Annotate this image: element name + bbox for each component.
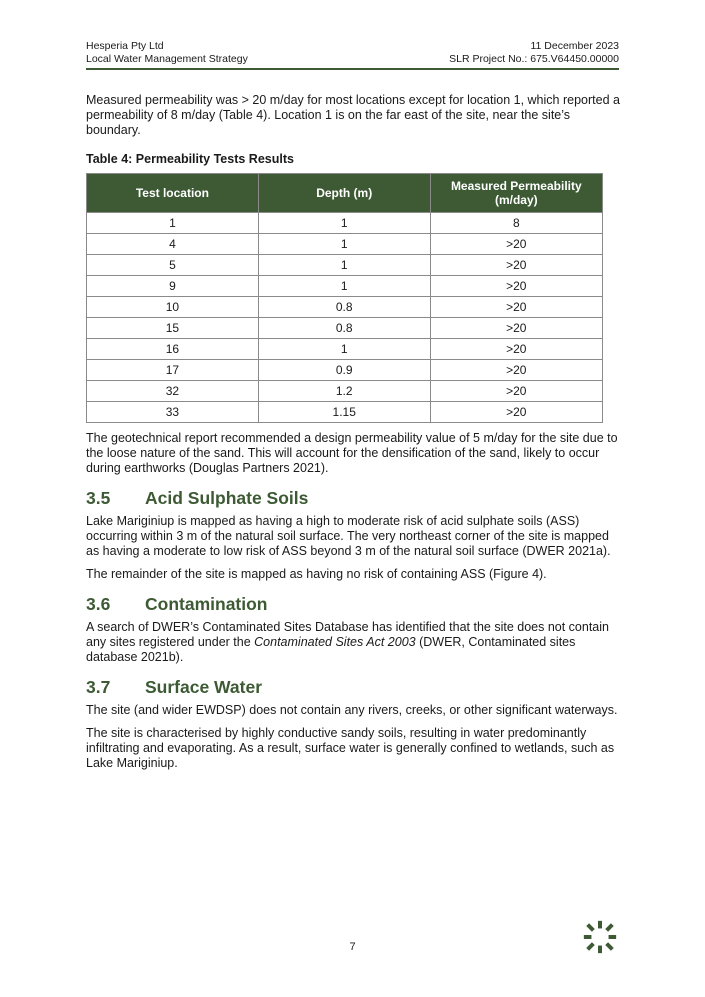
table-cell: 33	[87, 402, 259, 423]
table-cell: 0.8	[258, 318, 430, 339]
header-company: Hesperia Pty Ltd	[86, 40, 164, 52]
table-cell: 1	[87, 213, 259, 234]
table-cell: 1	[258, 255, 430, 276]
table-cell: 1.2	[258, 381, 430, 402]
column-header: Test location	[87, 174, 259, 213]
table-row	[87, 402, 603, 423]
header-date: 11 December 2023	[530, 40, 619, 52]
table-cell: >20	[430, 297, 602, 318]
header-doc-title: Local Water Management Strategy	[86, 53, 248, 65]
intro-paragraph: Measured permeability was > 20 m/day for most locations except for location 1, which reported a permeability of 8 m/day (Table 4). Location 1 is on the far east of the site, near the site’s boundary.	[86, 93, 620, 137]
permeability-table	[86, 173, 603, 423]
table-cell: >20	[430, 402, 602, 423]
section-title: Acid Sulphate Soils	[145, 488, 309, 508]
page-header	[86, 40, 619, 66]
section-title: Surface Water	[145, 677, 263, 697]
table-cell: >20	[430, 276, 602, 297]
table-cell: 4	[87, 234, 259, 255]
table-cell: >20	[430, 381, 602, 402]
table-cell: >20	[430, 339, 602, 360]
table-cell: 16	[87, 339, 259, 360]
column-header: Measured Permeability (m/day)	[430, 174, 602, 213]
section-heading-contamination	[86, 594, 621, 614]
table-cell: 9	[87, 276, 259, 297]
table-row	[87, 381, 603, 402]
table-row	[87, 360, 603, 381]
table-cell: 5	[87, 255, 259, 276]
table-cell: 0.8	[258, 297, 430, 318]
header-divider	[86, 68, 619, 70]
table-row	[87, 234, 603, 255]
table-cell: 1	[258, 234, 430, 255]
acid-sulphate-paragraph-1: Lake Mariginiup is mapped as having a high to moderate risk of acid sulphate soils (ASS) occurring within 3 m of the natural soil surface. The very northeast corner of the site is mapped as having a moderate to low risk of ASS beyond 3 m of the natural soil surface (DWER 2021a).	[86, 514, 611, 558]
geotechnical-paragraph: The geotechnical report recommended a design permeability value of 5 m/day for the site due to the loose nature of the sand. This will account for the densification of the sand, likely to occur during earthworks (Douglas Partners 2021).	[86, 431, 618, 475]
table-cell: 0.9	[258, 360, 430, 381]
surface-water-paragraph-1: The site (and wider EWDSP) does not contain any rivers, creeks, or other significant waterways.	[86, 703, 618, 717]
section-number: 3.6	[86, 594, 111, 614]
table-caption: Table 4: Permeability Tests Results	[86, 152, 294, 166]
table-row	[87, 297, 603, 318]
table-cell: 1.15	[258, 402, 430, 423]
table-cell: >20	[430, 360, 602, 381]
table-cell: 32	[87, 381, 259, 402]
table-header-row	[87, 174, 603, 213]
table-cell: >20	[430, 234, 602, 255]
column-header: Depth (m)	[258, 174, 430, 213]
section-number: 3.7	[86, 677, 111, 697]
table-cell: >20	[430, 255, 602, 276]
table-row	[87, 213, 603, 234]
section-title: Contamination	[145, 594, 268, 614]
contamination-paragraph	[86, 620, 621, 665]
table-cell: >20	[430, 318, 602, 339]
surface-water-paragraph-2: The site is characterised by highly conductive sandy soils, resulting in water predominantly infiltrating and evaporating. As a result, surface water is generally confined to wetlands, such as Lake Mariginiup.	[86, 726, 615, 770]
table-cell: 15	[87, 318, 259, 339]
act-name: Contaminated Sites Act 2003	[254, 635, 416, 649]
section-heading-surface-water	[86, 677, 621, 697]
table-cell: 1	[258, 276, 430, 297]
acid-sulphate-paragraph-2: The remainder of the site is mapped as having no risk of containing ASS (Figure 4).	[86, 567, 547, 581]
table-cell: 10	[87, 297, 259, 318]
slr-logo-icon	[581, 918, 619, 956]
table-row	[87, 276, 603, 297]
table-row	[87, 339, 603, 360]
contamination-text-end: (DWER, Contaminated sites database 2021b).	[86, 635, 576, 664]
page-number: 7	[349, 941, 356, 953]
table-body	[87, 213, 603, 423]
table-cell: 1	[258, 213, 430, 234]
table-cell: 8	[430, 213, 602, 234]
table-row	[87, 318, 603, 339]
table-row	[87, 255, 603, 276]
header-project: SLR Project No.: 675.V64450.00000	[449, 53, 619, 65]
page-body	[86, 93, 621, 779]
section-number: 3.5	[86, 488, 111, 508]
table-cell: 1	[258, 339, 430, 360]
contamination-text-start: A search of DWER’s Contaminated Sites Database has identified that the site does not contain any sites registered under the	[86, 620, 609, 649]
section-heading-acid-sulphate-soils	[86, 488, 621, 508]
table-cell: 17	[87, 360, 259, 381]
